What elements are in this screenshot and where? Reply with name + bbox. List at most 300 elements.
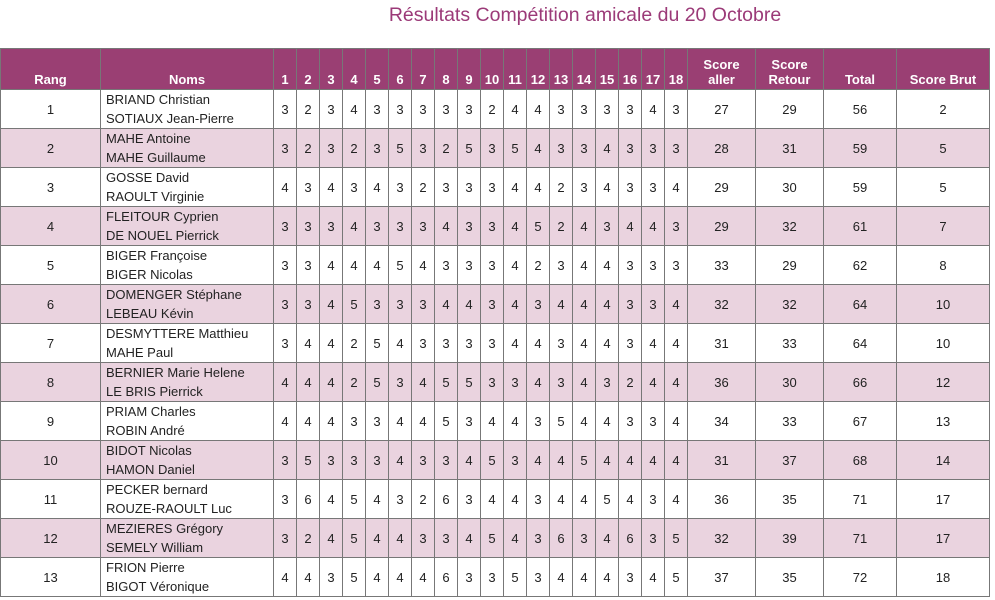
names-cell [101, 285, 274, 324]
hole-score-cell: 3 [458, 402, 481, 441]
table-row [1, 90, 990, 129]
hole-score-cell: 4 [573, 285, 596, 324]
hole-score-cell: 3 [527, 480, 550, 519]
names-cell [101, 558, 274, 597]
hole-score-cell: 4 [527, 441, 550, 480]
total-cell: 66 [824, 363, 897, 402]
hole-score-cell: 3 [596, 363, 619, 402]
player-name: LE BRIS Pierrick [106, 384, 203, 399]
hole-score-cell: 5 [343, 519, 366, 558]
hole-score-cell: 3 [274, 129, 297, 168]
header-hole-8: 8 [435, 49, 458, 90]
hole-score-cell: 3 [619, 558, 642, 597]
hole-score-cell: 4 [642, 90, 665, 129]
rang-cell: 9 [1, 402, 101, 441]
hole-score-cell: 5 [504, 558, 527, 597]
hole-score-cell: 3 [412, 285, 435, 324]
hole-score-cell: 5 [665, 558, 688, 597]
hole-score-cell: 3 [274, 207, 297, 246]
hole-score-cell: 3 [481, 168, 504, 207]
hole-score-cell: 4 [412, 558, 435, 597]
hole-score-cell: 4 [458, 441, 481, 480]
rang-cell: 13 [1, 558, 101, 597]
hole-score-cell: 4 [389, 324, 412, 363]
total-cell: 59 [824, 129, 897, 168]
hole-score-cell: 4 [297, 363, 320, 402]
names-cell [101, 90, 274, 129]
hole-score-cell: 4 [504, 324, 527, 363]
hole-score-cell: 3 [527, 519, 550, 558]
hole-score-cell: 4 [320, 168, 343, 207]
hole-score-cell: 3 [435, 441, 458, 480]
hole-score-cell: 4 [504, 168, 527, 207]
table-body [1, 90, 990, 597]
score-brut-cell: 7 [897, 207, 990, 246]
hole-score-cell: 4 [596, 441, 619, 480]
header-hole-6: 6 [389, 49, 412, 90]
player-name: FRION Pierre [106, 560, 185, 575]
hole-score-cell: 3 [573, 90, 596, 129]
table-row [1, 363, 990, 402]
hole-score-cell: 3 [481, 285, 504, 324]
hole-score-cell: 4 [320, 285, 343, 324]
hole-score-cell: 3 [619, 168, 642, 207]
hole-score-cell: 3 [642, 519, 665, 558]
rang-cell: 6 [1, 285, 101, 324]
score-brut-cell: 14 [897, 441, 990, 480]
hole-score-cell: 3 [389, 285, 412, 324]
hole-score-cell: 3 [297, 168, 320, 207]
hole-score-cell: 4 [527, 129, 550, 168]
hole-score-cell: 2 [619, 363, 642, 402]
score-aller-cell: 29 [688, 207, 756, 246]
score-brut-cell: 8 [897, 246, 990, 285]
score-aller-cell: 37 [688, 558, 756, 597]
hole-score-cell: 3 [389, 363, 412, 402]
hole-score-cell: 2 [343, 363, 366, 402]
rang-cell: 12 [1, 519, 101, 558]
header-hole-1: 1 [274, 49, 297, 90]
header-hole-18: 18 [665, 49, 688, 90]
hole-score-cell: 6 [619, 519, 642, 558]
hole-score-cell: 4 [297, 558, 320, 597]
hole-score-cell: 2 [343, 324, 366, 363]
hole-score-cell: 3 [458, 246, 481, 285]
player-name: PECKER bernard [106, 482, 208, 497]
score-brut-cell: 13 [897, 402, 990, 441]
hole-score-cell: 3 [504, 363, 527, 402]
hole-score-cell: 4 [596, 285, 619, 324]
hole-score-cell: 4 [596, 168, 619, 207]
names-cell [101, 168, 274, 207]
score-retour-cell: 29 [756, 246, 824, 285]
hole-score-cell: 3 [665, 207, 688, 246]
player-name: DOMENGER Stéphane [106, 287, 242, 302]
hole-score-cell: 6 [550, 519, 573, 558]
hole-score-cell: 4 [665, 441, 688, 480]
hole-score-cell: 3 [389, 480, 412, 519]
hole-score-cell: 5 [389, 129, 412, 168]
hole-score-cell: 4 [389, 558, 412, 597]
hole-score-cell: 3 [596, 90, 619, 129]
hole-score-cell: 5 [550, 402, 573, 441]
hole-score-cell: 2 [412, 168, 435, 207]
hole-score-cell: 3 [665, 90, 688, 129]
table-row [1, 285, 990, 324]
hole-score-cell: 5 [435, 402, 458, 441]
player-name: DESMYTTERE Matthieu [106, 326, 249, 341]
header-hole-3: 3 [320, 49, 343, 90]
hole-score-cell: 5 [366, 363, 389, 402]
hole-score-cell: 4 [642, 363, 665, 402]
player-name: BERNIER Marie Helene [106, 365, 245, 380]
player-name: SOTIAUX Jean-Pierre [106, 111, 234, 126]
hole-score-cell: 4 [366, 480, 389, 519]
hole-score-cell: 5 [343, 558, 366, 597]
hole-score-cell: 3 [527, 558, 550, 597]
hole-score-cell: 3 [412, 441, 435, 480]
hole-score-cell: 5 [389, 246, 412, 285]
player-name: BIGOT Véronique [106, 579, 210, 594]
header-score-retour-line2: Retour [768, 72, 811, 87]
names-cell [101, 324, 274, 363]
table-row [1, 246, 990, 285]
header-hole-10: 10 [481, 49, 504, 90]
hole-score-cell: 5 [458, 363, 481, 402]
hole-score-cell: 4 [458, 519, 481, 558]
score-brut-cell: 18 [897, 558, 990, 597]
hole-score-cell: 3 [619, 90, 642, 129]
total-cell: 71 [824, 519, 897, 558]
hole-score-cell: 3 [366, 441, 389, 480]
hole-score-cell: 5 [366, 324, 389, 363]
score-aller-cell: 32 [688, 519, 756, 558]
hole-score-cell: 4 [366, 558, 389, 597]
score-aller-cell: 36 [688, 480, 756, 519]
score-retour-cell: 30 [756, 363, 824, 402]
header-row [1, 49, 990, 90]
rang-cell: 4 [1, 207, 101, 246]
score-retour-cell: 32 [756, 207, 824, 246]
hole-score-cell: 2 [527, 246, 550, 285]
hole-score-cell: 3 [642, 480, 665, 519]
header-hole-11: 11 [504, 49, 527, 90]
hole-score-cell: 4 [573, 402, 596, 441]
hole-score-cell: 4 [665, 363, 688, 402]
hole-score-cell: 4 [619, 207, 642, 246]
score-retour-cell: 33 [756, 402, 824, 441]
table-row [1, 129, 990, 168]
total-cell: 62 [824, 246, 897, 285]
score-brut-cell: 5 [897, 168, 990, 207]
hole-score-cell: 3 [343, 168, 366, 207]
player-name: ROBIN André [106, 423, 185, 438]
hole-score-cell: 4 [665, 324, 688, 363]
hole-score-cell: 4 [573, 363, 596, 402]
hole-score-cell: 6 [435, 558, 458, 597]
header-hole-9: 9 [458, 49, 481, 90]
hole-score-cell: 3 [297, 207, 320, 246]
table-row [1, 207, 990, 246]
hole-score-cell: 3 [550, 246, 573, 285]
table-row [1, 480, 990, 519]
hole-score-cell: 4 [343, 246, 366, 285]
score-aller-cell: 33 [688, 246, 756, 285]
hole-score-cell: 3 [320, 558, 343, 597]
hole-score-cell: 4 [458, 285, 481, 324]
hole-score-cell: 4 [642, 558, 665, 597]
hole-score-cell: 2 [297, 519, 320, 558]
hole-score-cell: 4 [504, 285, 527, 324]
header-noms: Noms [101, 49, 274, 90]
hole-score-cell: 4 [550, 441, 573, 480]
total-cell: 59 [824, 168, 897, 207]
hole-score-cell: 3 [366, 285, 389, 324]
hole-score-cell: 3 [274, 285, 297, 324]
hole-score-cell: 3 [435, 324, 458, 363]
hole-score-cell: 3 [458, 90, 481, 129]
hole-score-cell: 4 [596, 324, 619, 363]
hole-score-cell: 3 [550, 363, 573, 402]
page-title: Résultats Compétition amicale du 20 Octobre [388, 4, 782, 26]
hole-score-cell: 3 [481, 324, 504, 363]
header-hole-7: 7 [412, 49, 435, 90]
hole-score-cell: 3 [274, 90, 297, 129]
score-retour-cell: 30 [756, 168, 824, 207]
header-score-aller-line1: Score [703, 57, 740, 72]
hole-score-cell: 3 [320, 129, 343, 168]
header-score-aller [688, 49, 756, 90]
names-cell [101, 129, 274, 168]
hole-score-cell: 3 [412, 519, 435, 558]
hole-score-cell: 4 [389, 519, 412, 558]
rang-cell: 1 [1, 90, 101, 129]
player-name: ROUZE-RAOULT Luc [106, 501, 232, 516]
hole-score-cell: 5 [527, 207, 550, 246]
hole-score-cell: 4 [366, 519, 389, 558]
header-total: Total [824, 49, 897, 90]
names-cell [101, 246, 274, 285]
player-name: BRIAND Christian [106, 92, 211, 107]
total-cell: 68 [824, 441, 897, 480]
hole-score-cell: 4 [596, 402, 619, 441]
hole-score-cell: 3 [550, 129, 573, 168]
hole-score-cell: 4 [642, 441, 665, 480]
hole-score-cell: 4 [366, 246, 389, 285]
hole-score-cell: 3 [573, 129, 596, 168]
hole-score-cell: 5 [458, 129, 481, 168]
hole-score-cell: 4 [573, 324, 596, 363]
hole-score-cell: 3 [274, 324, 297, 363]
hole-score-cell: 4 [412, 246, 435, 285]
hole-score-cell: 3 [389, 90, 412, 129]
hole-score-cell: 3 [366, 129, 389, 168]
player-name: FLEITOUR Cyprien [106, 209, 219, 224]
table-row [1, 324, 990, 363]
hole-score-cell: 3 [297, 246, 320, 285]
hole-score-cell: 4 [665, 480, 688, 519]
hole-score-cell: 4 [274, 558, 297, 597]
hole-score-cell: 3 [619, 246, 642, 285]
score-retour-cell: 29 [756, 90, 824, 129]
score-retour-cell: 35 [756, 558, 824, 597]
hole-score-cell: 4 [596, 246, 619, 285]
player-name: MAHE Paul [106, 345, 174, 360]
hole-score-cell: 4 [389, 441, 412, 480]
hole-score-cell: 3 [481, 246, 504, 285]
player-name: BIGER Françoise [106, 248, 208, 263]
score-brut-cell: 12 [897, 363, 990, 402]
hole-score-cell: 3 [435, 246, 458, 285]
score-aller-cell: 28 [688, 129, 756, 168]
header-hole-5: 5 [366, 49, 389, 90]
hole-score-cell: 4 [366, 168, 389, 207]
hole-score-cell: 2 [297, 90, 320, 129]
score-aller-cell: 32 [688, 285, 756, 324]
hole-score-cell: 5 [297, 441, 320, 480]
hole-score-cell: 4 [481, 402, 504, 441]
rang-cell: 8 [1, 363, 101, 402]
score-retour-cell: 37 [756, 441, 824, 480]
player-name: MAHE Guillaume [106, 150, 206, 165]
hole-score-cell: 2 [550, 168, 573, 207]
hole-score-cell: 4 [596, 129, 619, 168]
table-row [1, 441, 990, 480]
hole-score-cell: 2 [550, 207, 573, 246]
hole-score-cell: 3 [320, 441, 343, 480]
hole-score-cell: 4 [320, 363, 343, 402]
names-cell [101, 402, 274, 441]
score-aller-cell: 31 [688, 441, 756, 480]
hole-score-cell: 3 [412, 129, 435, 168]
hole-score-cell: 4 [665, 285, 688, 324]
score-aller-cell: 27 [688, 90, 756, 129]
hole-score-cell: 3 [550, 324, 573, 363]
hole-score-cell: 4 [435, 285, 458, 324]
hole-score-cell: 4 [435, 207, 458, 246]
hole-score-cell: 4 [274, 363, 297, 402]
names-cell [101, 207, 274, 246]
score-aller-cell: 31 [688, 324, 756, 363]
score-aller-cell: 34 [688, 402, 756, 441]
header-score-aller-line2: aller [708, 72, 735, 87]
score-brut-cell: 10 [897, 285, 990, 324]
hole-score-cell: 4 [320, 246, 343, 285]
hole-score-cell: 3 [458, 324, 481, 363]
rang-cell: 11 [1, 480, 101, 519]
hole-score-cell: 3 [274, 519, 297, 558]
hole-score-cell: 4 [573, 246, 596, 285]
hole-score-cell: 4 [573, 558, 596, 597]
hole-score-cell: 2 [481, 90, 504, 129]
hole-score-cell: 3 [550, 90, 573, 129]
hole-score-cell: 4 [412, 402, 435, 441]
total-cell: 64 [824, 285, 897, 324]
total-cell: 64 [824, 324, 897, 363]
hole-score-cell: 4 [504, 480, 527, 519]
hole-score-cell: 3 [619, 402, 642, 441]
player-name: DE NOUEL Pierrick [106, 228, 219, 243]
hole-score-cell: 5 [481, 441, 504, 480]
score-brut-cell: 5 [897, 129, 990, 168]
hole-score-cell: 3 [435, 519, 458, 558]
hole-score-cell: 3 [366, 90, 389, 129]
results-table [0, 48, 990, 597]
player-name: MAHE Antoine [106, 131, 191, 146]
player-name: GOSSE David [106, 170, 190, 185]
hole-score-cell: 3 [642, 246, 665, 285]
total-cell: 56 [824, 90, 897, 129]
hole-score-cell: 4 [596, 519, 619, 558]
hole-score-cell: 3 [481, 558, 504, 597]
hole-score-cell: 3 [481, 363, 504, 402]
hole-score-cell: 3 [481, 129, 504, 168]
hole-score-cell: 4 [527, 324, 550, 363]
hole-score-cell: 3 [619, 324, 642, 363]
hole-score-cell: 4 [573, 207, 596, 246]
header-hole-15: 15 [596, 49, 619, 90]
hole-score-cell: 4 [274, 402, 297, 441]
total-cell: 67 [824, 402, 897, 441]
hole-score-cell: 2 [297, 129, 320, 168]
hole-score-cell: 3 [366, 207, 389, 246]
hole-score-cell: 3 [527, 402, 550, 441]
table-row [1, 558, 990, 597]
hole-score-cell: 3 [619, 129, 642, 168]
hole-score-cell: 2 [412, 480, 435, 519]
hole-score-cell: 3 [389, 207, 412, 246]
hole-score-cell: 4 [504, 207, 527, 246]
hole-score-cell: 3 [389, 168, 412, 207]
table-row [1, 519, 990, 558]
total-cell: 61 [824, 207, 897, 246]
player-name: PRIAM Charles [106, 404, 196, 419]
hole-score-cell: 4 [504, 519, 527, 558]
hole-score-cell: 4 [297, 324, 320, 363]
hole-score-cell: 5 [573, 441, 596, 480]
rang-cell: 3 [1, 168, 101, 207]
hole-score-cell: 4 [320, 519, 343, 558]
hole-score-cell: 4 [573, 480, 596, 519]
hole-score-cell: 3 [458, 480, 481, 519]
header-hole-12: 12 [527, 49, 550, 90]
hole-score-cell: 4 [297, 402, 320, 441]
score-retour-cell: 33 [756, 324, 824, 363]
hole-score-cell: 3 [412, 90, 435, 129]
hole-score-cell: 4 [550, 285, 573, 324]
hole-score-cell: 3 [412, 324, 435, 363]
score-retour-cell: 35 [756, 480, 824, 519]
score-aller-cell: 36 [688, 363, 756, 402]
score-brut-cell: 10 [897, 324, 990, 363]
hole-score-cell: 4 [527, 90, 550, 129]
hole-score-cell: 3 [481, 207, 504, 246]
header-hole-17: 17 [642, 49, 665, 90]
hole-score-cell: 3 [642, 402, 665, 441]
hole-score-cell: 4 [504, 402, 527, 441]
hole-score-cell: 3 [504, 441, 527, 480]
hole-score-cell: 3 [527, 285, 550, 324]
header-score-retour [756, 49, 824, 90]
hole-score-cell: 4 [550, 480, 573, 519]
hole-score-cell: 4 [642, 207, 665, 246]
hole-score-cell: 5 [596, 480, 619, 519]
hole-score-cell: 3 [435, 90, 458, 129]
hole-score-cell: 3 [320, 207, 343, 246]
table-row [1, 168, 990, 207]
hole-score-cell: 5 [435, 363, 458, 402]
names-cell [101, 519, 274, 558]
